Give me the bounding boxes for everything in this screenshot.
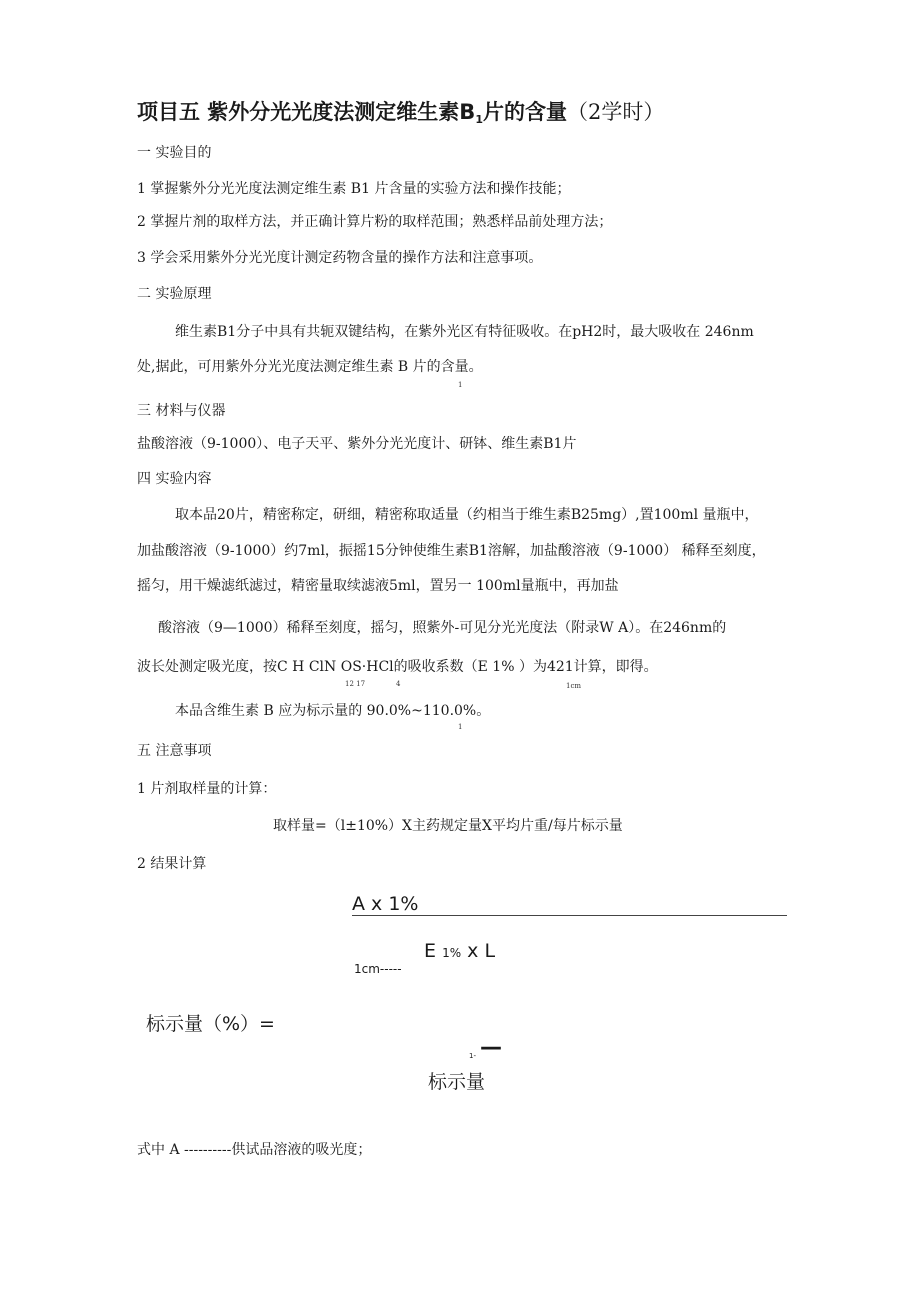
title-hours: （2学时）	[566, 100, 665, 124]
formula-denominator	[424, 940, 495, 964]
formula-subscript-1cm: 1cm	[566, 682, 582, 690]
procedure-line-3: 摇匀，用干燥滤纸滤过，精密量取续滤液5ml，置另一 100ml量瓶中，再加盐	[137, 578, 619, 594]
formula-dash: —	[480, 1035, 502, 1060]
procedure-line-4: 酸溶液（9—1000）稀释至刻度，摇匀，照紫外-可见分光光度法（附录W A）。在246nm的	[158, 620, 727, 636]
formula-small-mark: 1-	[469, 1052, 476, 1060]
formula-note: 式中 A ----------供试品溶液的吸光度；	[137, 1142, 372, 1158]
sampling-formula: 取样量=（l±10%）X主药规定量X平均片重/每片标示量	[273, 818, 623, 834]
fraction-line	[352, 915, 787, 916]
materials-text: 盐酸溶液（9-1000）、电子天平、紫外分光光度计、研钵、维生素B1片	[137, 436, 577, 452]
objective-item-3: 3 学会采用紫外分光光度计测定药物含量的操作方法和注意事项。	[137, 250, 543, 266]
title-subscript: 1	[475, 113, 483, 126]
formula-subscript-12-17: 12 17	[345, 680, 366, 688]
den-e: E	[424, 940, 437, 962]
section-heading-notes: 五 注意事项	[137, 743, 212, 759]
title-main: 项目五 紫外分光光度法测定维生素B	[137, 100, 476, 124]
procedure-line-6: 本品含维生素 B 应为标示量的 90.0%~110.0%。	[175, 703, 491, 719]
den-rest: x L	[467, 940, 496, 962]
objective-item-2: 2 掌握片剂的取样方法，并正确计算片粉的取样范围；熟悉样品前处理方法；	[137, 214, 613, 230]
den-sup: 1%	[442, 946, 462, 960]
procedure-line-2: 加盐酸溶液（9-1000）约7ml，振摇15分钟使维生素B1溶解，加盐酸溶液（9-1000） 稀释至刻度，	[137, 543, 766, 559]
formula-lhs: 标示量（%）=	[146, 1013, 275, 1035]
formula-den-left: 1cm-----	[354, 962, 402, 976]
formula-subscript-4: 4	[396, 680, 401, 688]
principle-line-2: 处,据此，可用紫外分光光度法测定维生素 B 片的含量。	[137, 359, 483, 375]
page-title	[137, 100, 664, 128]
title-rest: 片的含量	[482, 100, 567, 124]
notes-item-1: 1 片剂取样量的计算：	[137, 781, 277, 797]
section-heading-materials: 三 材料与仪器	[137, 403, 226, 419]
principle-subscript: 1	[458, 381, 463, 389]
formula-bottom: 标示量	[428, 1071, 486, 1093]
objective-item-1: 1 掌握紫外分光光度法测定维生素 B1 片含量的实验方法和操作技能；	[137, 181, 571, 197]
principle-line-1: 维生素B1分子中具有共轭双键结构，在紫外光区有特征吸收。在pH2时，最大吸收在 246nm	[175, 324, 754, 340]
section-heading-procedure: 四 实验内容	[137, 471, 212, 487]
procedure-line-5: 波长处测定吸光度，按C H ClN OS·HCl的吸收系数（E 1% ）为421计算，即得。	[137, 659, 658, 675]
formula-numerator: A x 1%	[352, 893, 419, 915]
section-heading-principle: 二 实验原理	[137, 286, 212, 302]
section-heading-objectives: 一 实验目的	[137, 145, 212, 161]
procedure-subscript: 1	[458, 723, 463, 731]
procedure-line-1: 取本品20片，精密称定，研细，精密称取适量（约相当于维生素B25mg）,置100ml 量瓶中，	[175, 507, 759, 523]
notes-item-2: 2 结果计算	[137, 856, 207, 872]
